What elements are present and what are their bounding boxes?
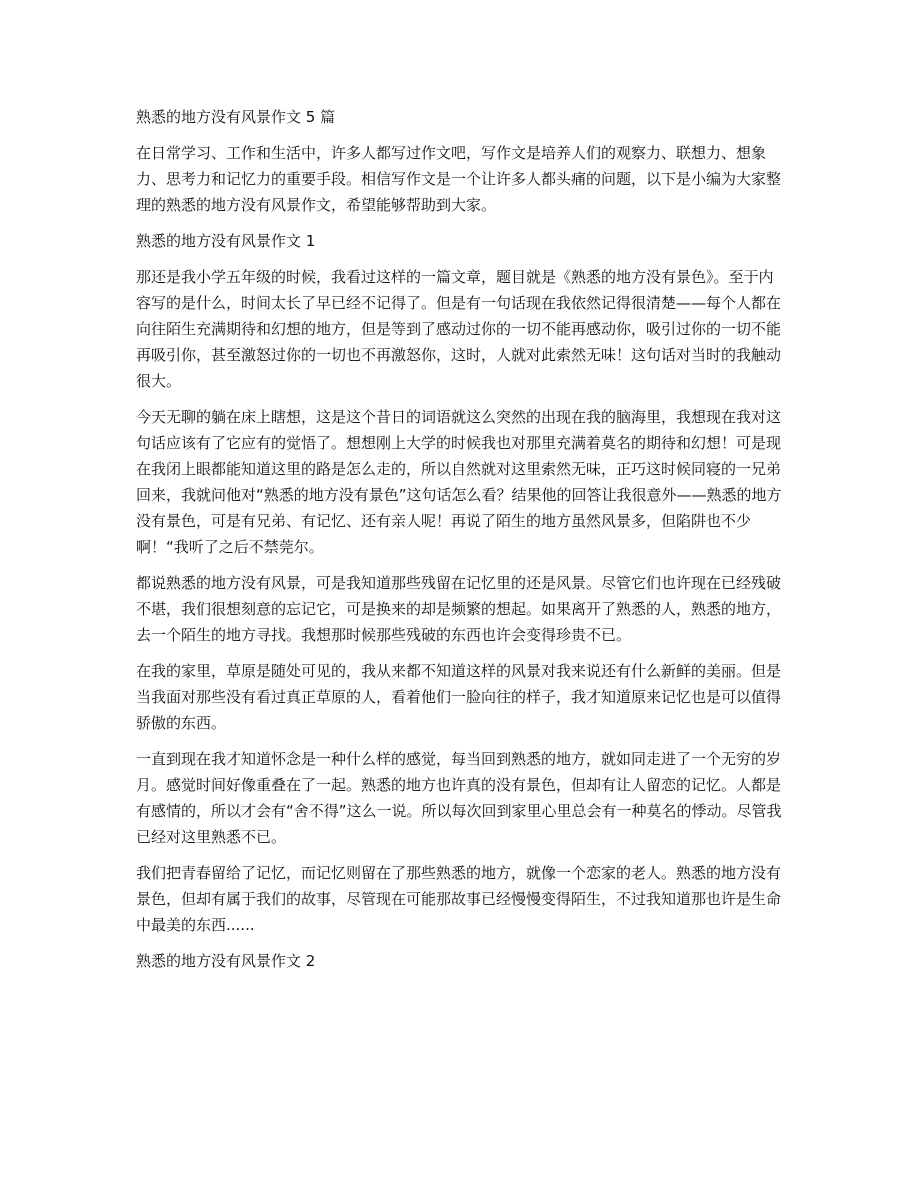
section-heading-2: 熟悉的地方没有风景作文 2: [136, 952, 316, 970]
document-page: [136, 104, 784, 984]
document-title: 熟悉的地方没有风景作文 5 篇: [136, 108, 336, 126]
section-heading-1: 熟悉的地方没有风景作文 1: [136, 232, 316, 250]
section1-paragraph-3: 都说熟悉的地方没有风景，可是我知道那些残留在记忆里的还是风景。尽管它们也许现在已经残破不堪，我们很想刻意的忘记它，可是换来的却是频繁的想起。如果离开了熟悉的人，熟悉的地方，去一个陌生的地方寻找。我想那时候那些残破的东西也许会变得珍贵不已。: [136, 574, 782, 644]
section1-paragraph-6: 我们把青春留给了记忆，而记忆则留在了那些熟悉的地方，就像一个恋家的老人。熟悉的地方没有景色，但却有属于我们的故事，尽管现在可能那故事已经慢慢变得陌生，不过我知道那也许是生命中最美的东西......: [136, 864, 782, 934]
section1-paragraph-2: 今天无聊的躺在床上瞎想，这是这个昔日的词语就这么突然的出现在我的脑海里，我想现在我对这句话应该有了它应有的觉悟了。想想刚上大学的时候我也对那里充满着莫名的期待和幻想！可是现在我闭上眼都能知道这里的路是怎么走的，所以自然就对这里索然无味，正巧这时候同寝的一兄弟回来，我就问他对“熟悉的地方没有景色”这句话怎么看？结果他的回答让我很意外——熟悉的地方没有景色，可是有兄弟、有记忆、还有亲人呢！再说了陌生的地方虽然风景多，但陷阱也不少啊！“我听了之后不禁莞尔。: [136, 408, 782, 556]
section1-paragraph-1: 那还是我小学五年级的时候，我看过这样的一篇文章，题目就是《熟悉的地方没有景色》。至于内容写的是什么，时间太长了早已经不记得了。但是有一句话现在我依然记得很清楚——每个人都在向往陌生充满期待和幻想的地方，但是等到了感动过你的一切不能再感动你，吸引过你的一切不能再吸引你，甚至激怒过你的一切也不再激怒你，这时，人就对此索然无味！这句话对当时的我触动很大。: [136, 268, 782, 390]
intro-paragraph: 在日常学习、工作和生活中，许多人都写过作文吧，写作文是培养人们的观察力、联想力、想象力、思考力和记忆力的重要手段。相信写作文是一个让许多人都头痛的问题，以下是小编为大家整理的熟悉的地方没有风景作文，希望能够帮助到大家。: [136, 144, 782, 214]
section1-paragraph-5: 一直到现在我才知道怀念是一种什么样的感觉，每当回到熟悉的地方，就如同走进了一个无穷的岁月。感觉时间好像重叠在了一起。熟悉的地方也许真的没有景色，但却有让人留恋的记忆。人都是有感情的，所以才会有“舍不得”这么一说。所以每次回到家里心里总会有一种莫名的悸动。尽管我已经对这里熟悉不已。: [136, 750, 782, 846]
section1-paragraph-4: 在我的家里，草原是随处可见的，我从来都不知道这样的风景对我来说还有什么新鲜的美丽。但是当我面对那些没有看过真正草原的人，看着他们一脸向往的样子，我才知道原来记忆也是可以值得骄傲的东西。: [136, 662, 782, 732]
